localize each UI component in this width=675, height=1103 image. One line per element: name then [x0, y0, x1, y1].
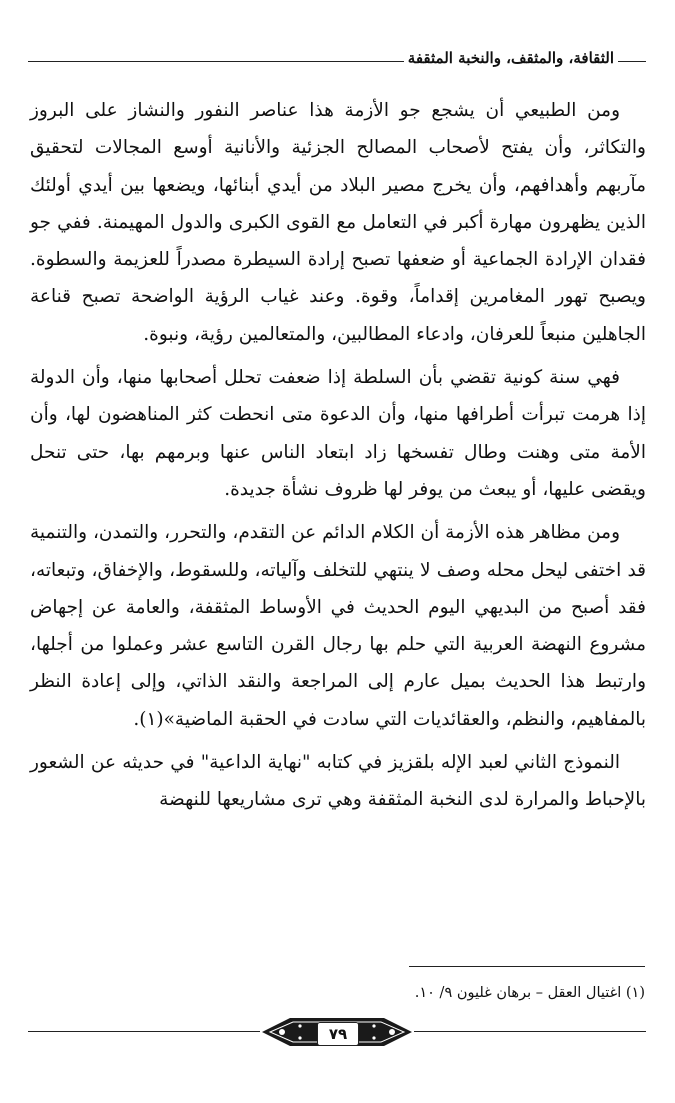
paragraph-4: النموذج الثاني لعبد الإله بلقزيز في كتابه "نهاية الداعية" في حديثه عن الشعور بالإحباط والمرارة لدى النخبة المثقفة وهي ترى مشاريعها للنهضة: [30, 752, 646, 811]
footer-rule-left: [28, 1031, 260, 1032]
footnote-rule: [409, 966, 645, 967]
paragraph-1: ومن الطبيعي أن يشجع جو الأزمة هذا عناصر النفور والنشاز على البروز والتكاثر، وأن يفتح لأصحاب المصالح الجزئية والأنانية أوسع المجالات لتحقيق مآربهم وأهدافهم، وأن يخرج مصير البلاد من أيدي أبنائها، ويضعها بين أيدي أولئك الذين يظهرون مهارة أكبر في التعامل مع القوى الكبرى والدول المهيمنة. ففي جو فقدان الإرادة الجماعية أو ضعفها تصبح إرادة السيطرة مصدراً للعزيمة والسطوة. ويصبح تهور المغامرين إقداماً، وقوة. وعند غياب الرؤية الواضحة تصبح قناعة الجاهلين منبعاً للعرفان، وادعاء المطالبين، والمتعالمين رؤية، ونبوة.: [30, 100, 646, 345]
footnote: (١) اغتيال العقل – برهان غليون ٩/ ١٠.: [414, 985, 645, 1001]
footer-rule-right: [414, 1031, 646, 1032]
paragraph-3: ومن مظاهر هذه الأزمة أن الكلام الدائم عن التقدم، والتحرر، والتمدن، والتنمية قد اختفى ليحل محله وصف لا ينتهي للتخلف وآلياته، وللسقوط، والإخفاق، وتبعاته، فقد أصبح من البديهي اليوم الحديث في الأوساط المثقفة، والعامة عن إجهاض مشروع النهضة العربية التي حلم بها رجال القرن التاسع عشر وعملوا من أجلها، وارتبط هذا الحديث بميل عارم إلى المراجعة والنقد الذاتي، وإلى إعادة النظر بالمفاهيم، والنظم، والعقائديات التي سادت في الحقبة الماضية»(١).: [30, 522, 646, 730]
paragraph-2: فهي سنة كونية تقضي بأن السلطة إذا ضعفت تحلل أصحابها منها، وأن الدولة إذا هرمت تبرأت أطرافها منها، وأن الدعوة متى انحطت كثر المناهضون لها، وأن الأمة متى وهنت وطال تفسخها زاد ابتعاد الناس عنها وبرمهم بها، حتى تنحل ويقضى عليها، أو يبعث من يوفر لها ظروف نشأة جديدة.: [30, 367, 646, 500]
main-text: [30, 92, 646, 819]
page-footer: [28, 1014, 646, 1050]
page-number-ornament: [260, 1014, 414, 1050]
header-title: الثقافة، والمثقف، والنخبة المثقفة: [404, 47, 618, 69]
running-header: [28, 47, 646, 69]
page-number: ٧٩: [317, 1022, 359, 1046]
